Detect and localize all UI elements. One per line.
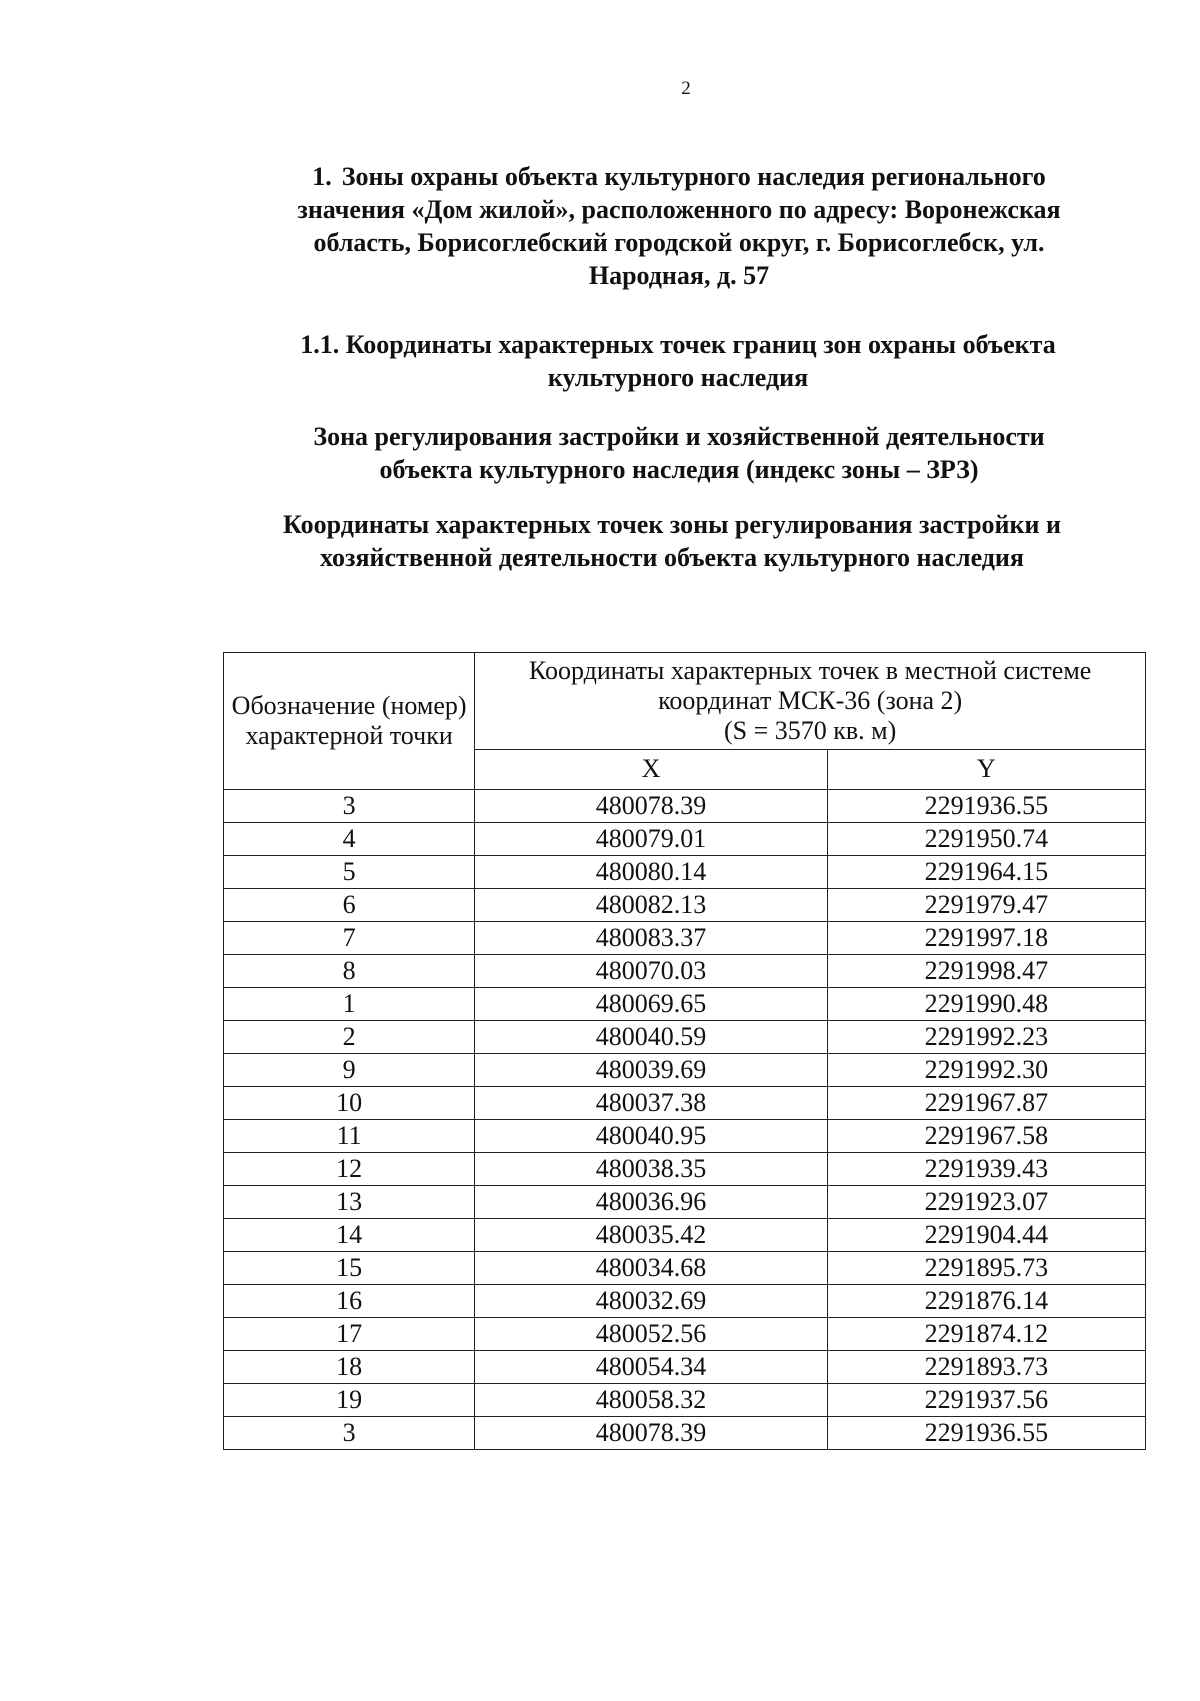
table-row	[224, 922, 1146, 955]
y-cell: 2291874.12	[827, 1318, 1145, 1351]
point-cell: 8	[224, 955, 475, 988]
point-cell: 3	[224, 790, 475, 823]
point-cell: 12	[224, 1153, 475, 1186]
section-heading	[286, 160, 1072, 292]
table-row	[224, 1186, 1146, 1219]
section-title: Зоны охраны объекта культурного наследия регионального значения «Дом жилой», расположенного по адресу: Воронежская область, Борисоглебский городской округ, г. Борисоглебск, ул. Народная, д. 57	[297, 162, 1061, 290]
point-cell: 5	[224, 856, 475, 889]
table-row	[224, 955, 1146, 988]
y-cell: 2291967.58	[827, 1120, 1145, 1153]
x-cell: 480034.68	[475, 1252, 827, 1285]
table-row	[224, 1087, 1146, 1120]
point-cell: 15	[224, 1252, 475, 1285]
header-point: Обозначение (номер) характерной точки	[224, 653, 475, 790]
header-x: X	[475, 749, 827, 789]
x-cell: 480040.59	[475, 1021, 827, 1054]
header-y: Y	[827, 749, 1145, 789]
y-cell: 2291876.14	[827, 1285, 1145, 1318]
x-cell: 480069.65	[475, 988, 827, 1021]
x-cell: 480039.69	[475, 1054, 827, 1087]
table-header-row	[224, 653, 1146, 750]
header-coordinates	[475, 653, 1146, 750]
subsection-heading: 1.1. Координаты характерных точек границ зон охраны объекта культурного наследия	[300, 330, 1056, 392]
table-row	[224, 823, 1146, 856]
y-cell: 2291893.73	[827, 1351, 1145, 1384]
x-cell: 480037.38	[475, 1087, 827, 1120]
table-body	[224, 790, 1146, 1450]
point-cell: 11	[224, 1120, 475, 1153]
point-cell: 18	[224, 1351, 475, 1384]
y-cell: 2291936.55	[827, 790, 1145, 823]
x-cell: 480038.35	[475, 1153, 827, 1186]
x-cell: 480070.03	[475, 955, 827, 988]
coordinates-table	[223, 652, 1146, 1450]
x-cell: 480078.39	[475, 790, 827, 823]
x-cell: 480035.42	[475, 1219, 827, 1252]
y-cell: 2291939.43	[827, 1153, 1145, 1186]
x-cell: 480082.13	[475, 889, 827, 922]
x-cell: 480058.32	[475, 1384, 827, 1417]
table-row	[224, 889, 1146, 922]
point-cell: 14	[224, 1219, 475, 1252]
y-cell: 2291990.48	[827, 988, 1145, 1021]
table-row	[224, 1153, 1146, 1186]
table-row	[224, 1351, 1146, 1384]
table-row	[224, 856, 1146, 889]
table-row	[224, 988, 1146, 1021]
y-cell: 2291997.18	[827, 922, 1145, 955]
table-row	[224, 1021, 1146, 1054]
point-cell: 10	[224, 1087, 475, 1120]
x-cell: 480052.56	[475, 1318, 827, 1351]
table-row	[224, 1054, 1146, 1087]
table-row	[224, 1285, 1146, 1318]
table-row	[224, 1417, 1146, 1450]
zone-heading: Зона регулирования застройки и хозяйственной деятельности объекта культурного наследия (индекс зоны – ЗРЗ)	[313, 422, 1045, 484]
point-cell: 7	[224, 922, 475, 955]
y-cell: 2291895.73	[827, 1252, 1145, 1285]
y-cell: 2291923.07	[827, 1186, 1145, 1219]
x-cell: 480079.01	[475, 823, 827, 856]
y-cell: 2291979.47	[827, 889, 1145, 922]
point-cell: 6	[224, 889, 475, 922]
point-cell: 17	[224, 1318, 475, 1351]
point-cell: 2	[224, 1021, 475, 1054]
x-cell: 480032.69	[475, 1285, 827, 1318]
x-cell: 480080.14	[475, 856, 827, 889]
y-cell: 2291950.74	[827, 823, 1145, 856]
point-cell: 16	[224, 1285, 475, 1318]
y-cell: 2291937.56	[827, 1384, 1145, 1417]
table-row	[224, 790, 1146, 823]
y-cell: 2291992.23	[827, 1021, 1145, 1054]
y-cell: 2291992.30	[827, 1054, 1145, 1087]
table-row	[224, 1120, 1146, 1153]
coordinates-heading: Координаты характерных точек зоны регулирования застройки и хозяйственной деятельности объекта культурного наследия	[283, 510, 1061, 572]
x-cell: 480083.37	[475, 922, 827, 955]
y-cell: 2291904.44	[827, 1219, 1145, 1252]
x-cell: 480078.39	[475, 1417, 827, 1450]
point-cell: 4	[224, 823, 475, 856]
table-row	[224, 1219, 1146, 1252]
y-cell: 2291964.15	[827, 856, 1145, 889]
table-row	[224, 1384, 1146, 1417]
point-cell: 13	[224, 1186, 475, 1219]
y-cell: 2291998.47	[827, 955, 1145, 988]
section-number: 1.	[312, 162, 332, 191]
x-cell: 480036.96	[475, 1186, 827, 1219]
x-cell: 480054.34	[475, 1351, 827, 1384]
y-cell: 2291967.87	[827, 1087, 1145, 1120]
x-cell: 480040.95	[475, 1120, 827, 1153]
header-coordinates-text: Координаты характерных точек в местной системе координат МСК-36 (зона 2)	[528, 655, 1092, 715]
point-cell: 3	[224, 1417, 475, 1450]
table-row	[224, 1318, 1146, 1351]
page-number: 2	[681, 78, 691, 99]
point-cell: 19	[224, 1384, 475, 1417]
point-cell: 9	[224, 1054, 475, 1087]
y-cell: 2291936.55	[827, 1417, 1145, 1450]
header-area: (S = 3570 кв. м)	[723, 715, 897, 745]
table-row	[224, 1252, 1146, 1285]
point-cell: 1	[224, 988, 475, 1021]
